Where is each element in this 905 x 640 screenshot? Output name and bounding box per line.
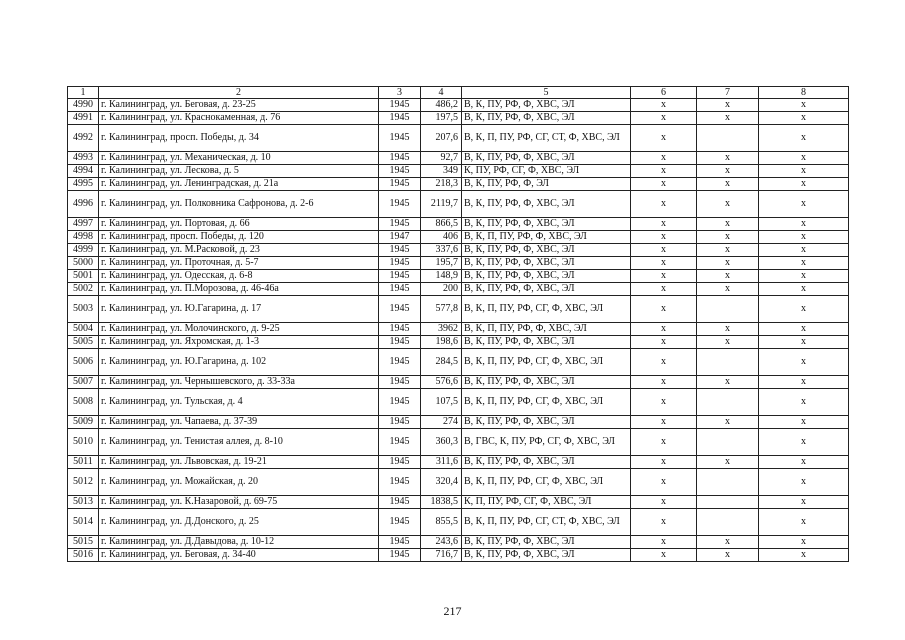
cell-mark-col-8: х (759, 323, 849, 336)
cell-mark-col-8: х (759, 218, 849, 231)
cell-systems: В, К, П, ПУ, РФ, СГ, Ф, ХВС, ЭЛ (462, 469, 631, 496)
cell-systems: В, К, П, ПУ, РФ, СГ, Ф, ХВС, ЭЛ (462, 349, 631, 376)
cell-address: г. Калининград, ул. Лескова, д. 5 (99, 165, 379, 178)
cell-row-number: 4995 (68, 178, 99, 191)
cell-systems: В, К, ПУ, РФ, Ф, ХВС, ЭЛ (462, 336, 631, 349)
cell-address: г. Калининград, ул. Проточная, д. 5-7 (99, 257, 379, 270)
cell-area: 274 (421, 416, 462, 429)
cell-mark-col-6: х (631, 509, 697, 536)
cell-systems: В, К, П, ПУ, РФ, СГ, СТ, Ф, ХВС, ЭЛ (462, 509, 631, 536)
cell-mark-col-7: х (697, 165, 759, 178)
header-cell-7: 7 (697, 87, 759, 99)
cell-row-number: 5003 (68, 296, 99, 323)
cell-year: 1945 (379, 336, 421, 349)
cell-area: 360,3 (421, 429, 462, 456)
cell-year: 1945 (379, 376, 421, 389)
cell-area: 148,9 (421, 270, 462, 283)
cell-mark-col-8: х (759, 429, 849, 456)
table-row (68, 429, 849, 456)
cell-address: г. Калининград, ул. Ленинградская, д. 21а (99, 178, 379, 191)
table-row (68, 296, 849, 323)
header-cell-2: 2 (99, 87, 379, 99)
cell-mark-col-7: х (697, 456, 759, 469)
cell-address: г. Калининград, просп. Победы, д. 120 (99, 231, 379, 244)
cell-address: г. Калининград, ул. Львовская, д. 19-21 (99, 456, 379, 469)
cell-row-number: 4992 (68, 125, 99, 152)
cell-row-number: 4999 (68, 244, 99, 257)
cell-systems: К, П, ПУ, РФ, СГ, Ф, ХВС, ЭЛ (462, 496, 631, 509)
cell-address: г. Калининград, ул. Ю.Гагарина, д. 102 (99, 349, 379, 376)
cell-year: 1945 (379, 496, 421, 509)
cell-mark-col-7 (697, 429, 759, 456)
cell-area: 577,8 (421, 296, 462, 323)
cell-mark-col-8: х (759, 349, 849, 376)
cell-address: г. Калининград, ул. Беговая, д. 34-40 (99, 549, 379, 562)
cell-mark-col-8: х (759, 191, 849, 218)
cell-mark-col-8: х (759, 456, 849, 469)
table-row (68, 336, 849, 349)
cell-systems: К, ПУ, РФ, СГ, Ф, ХВС, ЭЛ (462, 165, 631, 178)
cell-row-number: 4997 (68, 218, 99, 231)
cell-row-number: 4996 (68, 191, 99, 218)
cell-row-number: 5000 (68, 257, 99, 270)
table-body (68, 99, 849, 562)
cell-address: г. Калининград, ул. Беговая, д. 23-25 (99, 99, 379, 112)
cell-mark-col-8: х (759, 270, 849, 283)
cell-row-number: 5008 (68, 389, 99, 416)
cell-year: 1945 (379, 244, 421, 257)
cell-row-number: 5007 (68, 376, 99, 389)
cell-systems: В, К, ПУ, РФ, Ф, ХВС, ЭЛ (462, 257, 631, 270)
cell-row-number: 5011 (68, 456, 99, 469)
cell-row-number: 4991 (68, 112, 99, 125)
cell-mark-col-7: х (697, 336, 759, 349)
cell-mark-col-8: х (759, 231, 849, 244)
cell-systems: В, К, ПУ, РФ, Ф, ХВС, ЭЛ (462, 549, 631, 562)
cell-area: 197,5 (421, 112, 462, 125)
cell-mark-col-8: х (759, 152, 849, 165)
cell-mark-col-7: х (697, 191, 759, 218)
table-row (68, 191, 849, 218)
table-row (68, 152, 849, 165)
cell-area: 716,7 (421, 549, 462, 562)
cell-systems: В, К, П, ПУ, РФ, СГ, СТ, Ф, ХВС, ЭЛ (462, 125, 631, 152)
table-row (68, 376, 849, 389)
cell-year: 1945 (379, 549, 421, 562)
cell-mark-col-7: х (697, 323, 759, 336)
cell-mark-col-7: х (697, 270, 759, 283)
cell-address: г. Калининград, ул. Молочинского, д. 9-25 (99, 323, 379, 336)
cell-systems: В, К, ПУ, РФ, Ф, ХВС, ЭЛ (462, 456, 631, 469)
cell-mark-col-6: х (631, 296, 697, 323)
cell-mark-col-6: х (631, 270, 697, 283)
table-row (68, 99, 849, 112)
cell-address: г. Калининград, ул. Портовая, д. 66 (99, 218, 379, 231)
cell-row-number: 4998 (68, 231, 99, 244)
cell-address: г. Калининград, ул. Можайская, д. 20 (99, 469, 379, 496)
cell-area: 855,5 (421, 509, 462, 536)
cell-year: 1945 (379, 270, 421, 283)
cell-address: г. Калининград, ул. Краснокаменная, д. 76 (99, 112, 379, 125)
table-row (68, 283, 849, 296)
cell-row-number: 5006 (68, 349, 99, 376)
cell-systems: В, К, ПУ, РФ, Ф, ХВС, ЭЛ (462, 283, 631, 296)
table-row (68, 389, 849, 416)
cell-mark-col-6: х (631, 257, 697, 270)
cell-area: 576,6 (421, 376, 462, 389)
cell-mark-col-6: х (631, 112, 697, 125)
cell-mark-col-7: х (697, 376, 759, 389)
cell-area: 243,6 (421, 536, 462, 549)
table-row (68, 218, 849, 231)
cell-address: г. Калининград, ул. Чапаева, д. 37-39 (99, 416, 379, 429)
cell-year: 1945 (379, 536, 421, 549)
cell-mark-col-7: х (697, 231, 759, 244)
cell-mark-col-6: х (631, 178, 697, 191)
cell-mark-col-8: х (759, 283, 849, 296)
cell-systems: В, К, ПУ, РФ, Ф, ХВС, ЭЛ (462, 218, 631, 231)
cell-mark-col-8: х (759, 536, 849, 549)
cell-systems: В, К, ПУ, РФ, Ф, ХВС, ЭЛ (462, 99, 631, 112)
cell-year: 1945 (379, 99, 421, 112)
cell-systems: В, К, ПУ, РФ, Ф, ХВС, ЭЛ (462, 536, 631, 549)
cell-year: 1945 (379, 323, 421, 336)
cell-mark-col-6: х (631, 349, 697, 376)
cell-mark-col-7: х (697, 416, 759, 429)
cell-area: 195,7 (421, 257, 462, 270)
cell-mark-col-8: х (759, 257, 849, 270)
cell-area: 3962 (421, 323, 462, 336)
cell-row-number: 5002 (68, 283, 99, 296)
table-row (68, 257, 849, 270)
cell-mark-col-7: х (697, 536, 759, 549)
cell-mark-col-8: х (759, 296, 849, 323)
cell-row-number: 5012 (68, 469, 99, 496)
cell-systems: В, К, ПУ, РФ, Ф, ХВС, ЭЛ (462, 376, 631, 389)
cell-mark-col-8: х (759, 336, 849, 349)
table-row (68, 536, 849, 549)
table-row (68, 496, 849, 509)
table-row (68, 231, 849, 244)
cell-mark-col-6: х (631, 336, 697, 349)
cell-systems: В, К, ПУ, РФ, Ф, ЭЛ (462, 178, 631, 191)
cell-year: 1945 (379, 283, 421, 296)
cell-year: 1945 (379, 349, 421, 376)
cell-area: 92,7 (421, 152, 462, 165)
cell-systems: В, ГВС, К, ПУ, РФ, СГ, Ф, ХВС, ЭЛ (462, 429, 631, 456)
cell-row-number: 5001 (68, 270, 99, 283)
cell-address: г. Калининград, ул. Механическая, д. 10 (99, 152, 379, 165)
table-row (68, 112, 849, 125)
cell-systems: В, К, ПУ, РФ, Ф, ХВС, ЭЛ (462, 191, 631, 218)
header-cell-1: 1 (68, 87, 99, 99)
cell-area: 107,5 (421, 389, 462, 416)
cell-mark-col-7 (697, 389, 759, 416)
cell-mark-col-6: х (631, 152, 697, 165)
header-cell-8: 8 (759, 87, 849, 99)
cell-area: 866,5 (421, 218, 462, 231)
cell-mark-col-6: х (631, 125, 697, 152)
cell-mark-col-7 (697, 496, 759, 509)
cell-mark-col-8: х (759, 416, 849, 429)
cell-mark-col-6: х (631, 231, 697, 244)
cell-area: 406 (421, 231, 462, 244)
cell-address: г. Калининград, ул. Яхромская, д. 1-3 (99, 336, 379, 349)
cell-area: 1838,5 (421, 496, 462, 509)
cell-systems: В, К, ПУ, РФ, Ф, ХВС, ЭЛ (462, 416, 631, 429)
cell-mark-col-6: х (631, 244, 697, 257)
cell-address: г. Калининград, просп. Победы, д. 34 (99, 125, 379, 152)
table-row (68, 469, 849, 496)
cell-year: 1947 (379, 231, 421, 244)
cell-mark-col-6: х (631, 191, 697, 218)
cell-row-number: 5010 (68, 429, 99, 456)
table-row (68, 270, 849, 283)
table-row (68, 125, 849, 152)
cell-area: 349 (421, 165, 462, 178)
table-row (68, 178, 849, 191)
cell-year: 1945 (379, 178, 421, 191)
cell-year: 1945 (379, 389, 421, 416)
table-row (68, 323, 849, 336)
cell-mark-col-7 (697, 469, 759, 496)
cell-mark-col-7: х (697, 549, 759, 562)
table-row (68, 349, 849, 376)
cell-systems: В, К, П, ПУ, РФ, Ф, ХВС, ЭЛ (462, 231, 631, 244)
cell-mark-col-7: х (697, 257, 759, 270)
cell-mark-col-7: х (697, 152, 759, 165)
cell-address: г. Калининград, ул. Ю.Гагарина, д. 17 (99, 296, 379, 323)
table-row (68, 165, 849, 178)
table-header (68, 87, 849, 99)
cell-row-number: 5009 (68, 416, 99, 429)
cell-mark-col-6: х (631, 469, 697, 496)
cell-address: г. Калининград, ул. М.Расковой, д. 23 (99, 244, 379, 257)
cell-systems: В, К, П, ПУ, РФ, СГ, Ф, ХВС, ЭЛ (462, 389, 631, 416)
cell-mark-col-6: х (631, 218, 697, 231)
cell-year: 1945 (379, 429, 421, 456)
cell-mark-col-6: х (631, 456, 697, 469)
header-cell-3: 3 (379, 87, 421, 99)
cell-address: г. Калининград, ул. П.Морозова, д. 46-46а (99, 283, 379, 296)
cell-mark-col-8: х (759, 178, 849, 191)
cell-mark-col-7: х (697, 283, 759, 296)
cell-mark-col-7 (697, 296, 759, 323)
cell-address: г. Калининград, ул. Д.Донского, д. 25 (99, 509, 379, 536)
cell-mark-col-7: х (697, 99, 759, 112)
cell-address: г. Калининград, ул. К.Назаровой, д. 69-75 (99, 496, 379, 509)
cell-year: 1945 (379, 509, 421, 536)
cell-mark-col-7: х (697, 244, 759, 257)
cell-address: г. Калининград, ул. Одесская, д. 6-8 (99, 270, 379, 283)
cell-area: 486,2 (421, 99, 462, 112)
cell-area: 320,4 (421, 469, 462, 496)
cell-mark-col-8: х (759, 99, 849, 112)
cell-mark-col-6: х (631, 536, 697, 549)
cell-systems: В, К, П, ПУ, РФ, СГ, Ф, ХВС, ЭЛ (462, 296, 631, 323)
cell-area: 284,5 (421, 349, 462, 376)
cell-row-number: 5015 (68, 536, 99, 549)
cell-address: г. Калининград, ул. Д.Давыдова, д. 10-12 (99, 536, 379, 549)
cell-row-number: 5005 (68, 336, 99, 349)
cell-mark-col-8: х (759, 549, 849, 562)
cell-mark-col-6: х (631, 549, 697, 562)
cell-mark-col-8: х (759, 244, 849, 257)
cell-systems: В, К, П, ПУ, РФ, Ф, ХВС, ЭЛ (462, 323, 631, 336)
cell-address: г. Калининград, ул. Полковника Сафронова, д. 2-6 (99, 191, 379, 218)
cell-row-number: 5014 (68, 509, 99, 536)
cell-mark-col-8: х (759, 165, 849, 178)
cell-area: 200 (421, 283, 462, 296)
cell-mark-col-8: х (759, 496, 849, 509)
cell-row-number: 4993 (68, 152, 99, 165)
cell-year: 1945 (379, 456, 421, 469)
cell-mark-col-8: х (759, 469, 849, 496)
cell-mark-col-7 (697, 125, 759, 152)
cell-mark-col-7: х (697, 112, 759, 125)
cell-year: 1945 (379, 152, 421, 165)
cell-systems: В, К, ПУ, РФ, Ф, ХВС, ЭЛ (462, 270, 631, 283)
cell-mark-col-6: х (631, 323, 697, 336)
table-row (68, 416, 849, 429)
cell-year: 1945 (379, 469, 421, 496)
cell-year: 1945 (379, 112, 421, 125)
cell-area: 207,6 (421, 125, 462, 152)
cell-mark-col-6: х (631, 389, 697, 416)
cell-mark-col-6: х (631, 283, 697, 296)
cell-row-number: 4994 (68, 165, 99, 178)
cell-row-number: 5016 (68, 549, 99, 562)
cell-mark-col-6: х (631, 376, 697, 389)
cell-row-number: 5004 (68, 323, 99, 336)
cell-mark-col-8: х (759, 389, 849, 416)
cell-mark-col-7 (697, 349, 759, 376)
cell-area: 311,6 (421, 456, 462, 469)
cell-year: 1945 (379, 165, 421, 178)
page-number: 217 (443, 604, 462, 618)
cell-year: 1945 (379, 191, 421, 218)
cell-area: 2119,7 (421, 191, 462, 218)
cell-mark-col-7: х (697, 178, 759, 191)
cell-mark-col-6: х (631, 165, 697, 178)
table-row (68, 456, 849, 469)
cell-systems: В, К, ПУ, РФ, Ф, ХВС, ЭЛ (462, 244, 631, 257)
cell-mark-col-6: х (631, 99, 697, 112)
cell-mark-col-8: х (759, 112, 849, 125)
cell-address: г. Калининград, ул. Чернышевского, д. 33-33а (99, 376, 379, 389)
housing-register-table (67, 86, 849, 562)
cell-mark-col-7: х (697, 218, 759, 231)
cell-area: 337,6 (421, 244, 462, 257)
cell-year: 1945 (379, 125, 421, 152)
table-row (68, 549, 849, 562)
header-cell-5: 5 (462, 87, 631, 99)
header-cell-4: 4 (421, 87, 462, 99)
cell-year: 1945 (379, 416, 421, 429)
cell-year: 1945 (379, 257, 421, 270)
cell-year: 1945 (379, 296, 421, 323)
cell-systems: В, К, ПУ, РФ, Ф, ХВС, ЭЛ (462, 152, 631, 165)
cell-mark-col-8: х (759, 509, 849, 536)
cell-mark-col-6: х (631, 429, 697, 456)
cell-address: г. Калининград, ул. Тульская, д. 4 (99, 389, 379, 416)
cell-mark-col-8: х (759, 376, 849, 389)
cell-row-number: 5013 (68, 496, 99, 509)
cell-address: г. Калининград, ул. Тенистая аллея, д. 8-10 (99, 429, 379, 456)
cell-area: 218,3 (421, 178, 462, 191)
cell-area: 198,6 (421, 336, 462, 349)
header-cell-6: 6 (631, 87, 697, 99)
cell-systems: В, К, ПУ, РФ, Ф, ХВС, ЭЛ (462, 112, 631, 125)
table-row (68, 509, 849, 536)
cell-year: 1945 (379, 218, 421, 231)
cell-row-number: 4990 (68, 99, 99, 112)
cell-mark-col-8: х (759, 125, 849, 152)
table-row (68, 244, 849, 257)
cell-mark-col-6: х (631, 496, 697, 509)
cell-mark-col-7 (697, 509, 759, 536)
cell-mark-col-6: х (631, 416, 697, 429)
